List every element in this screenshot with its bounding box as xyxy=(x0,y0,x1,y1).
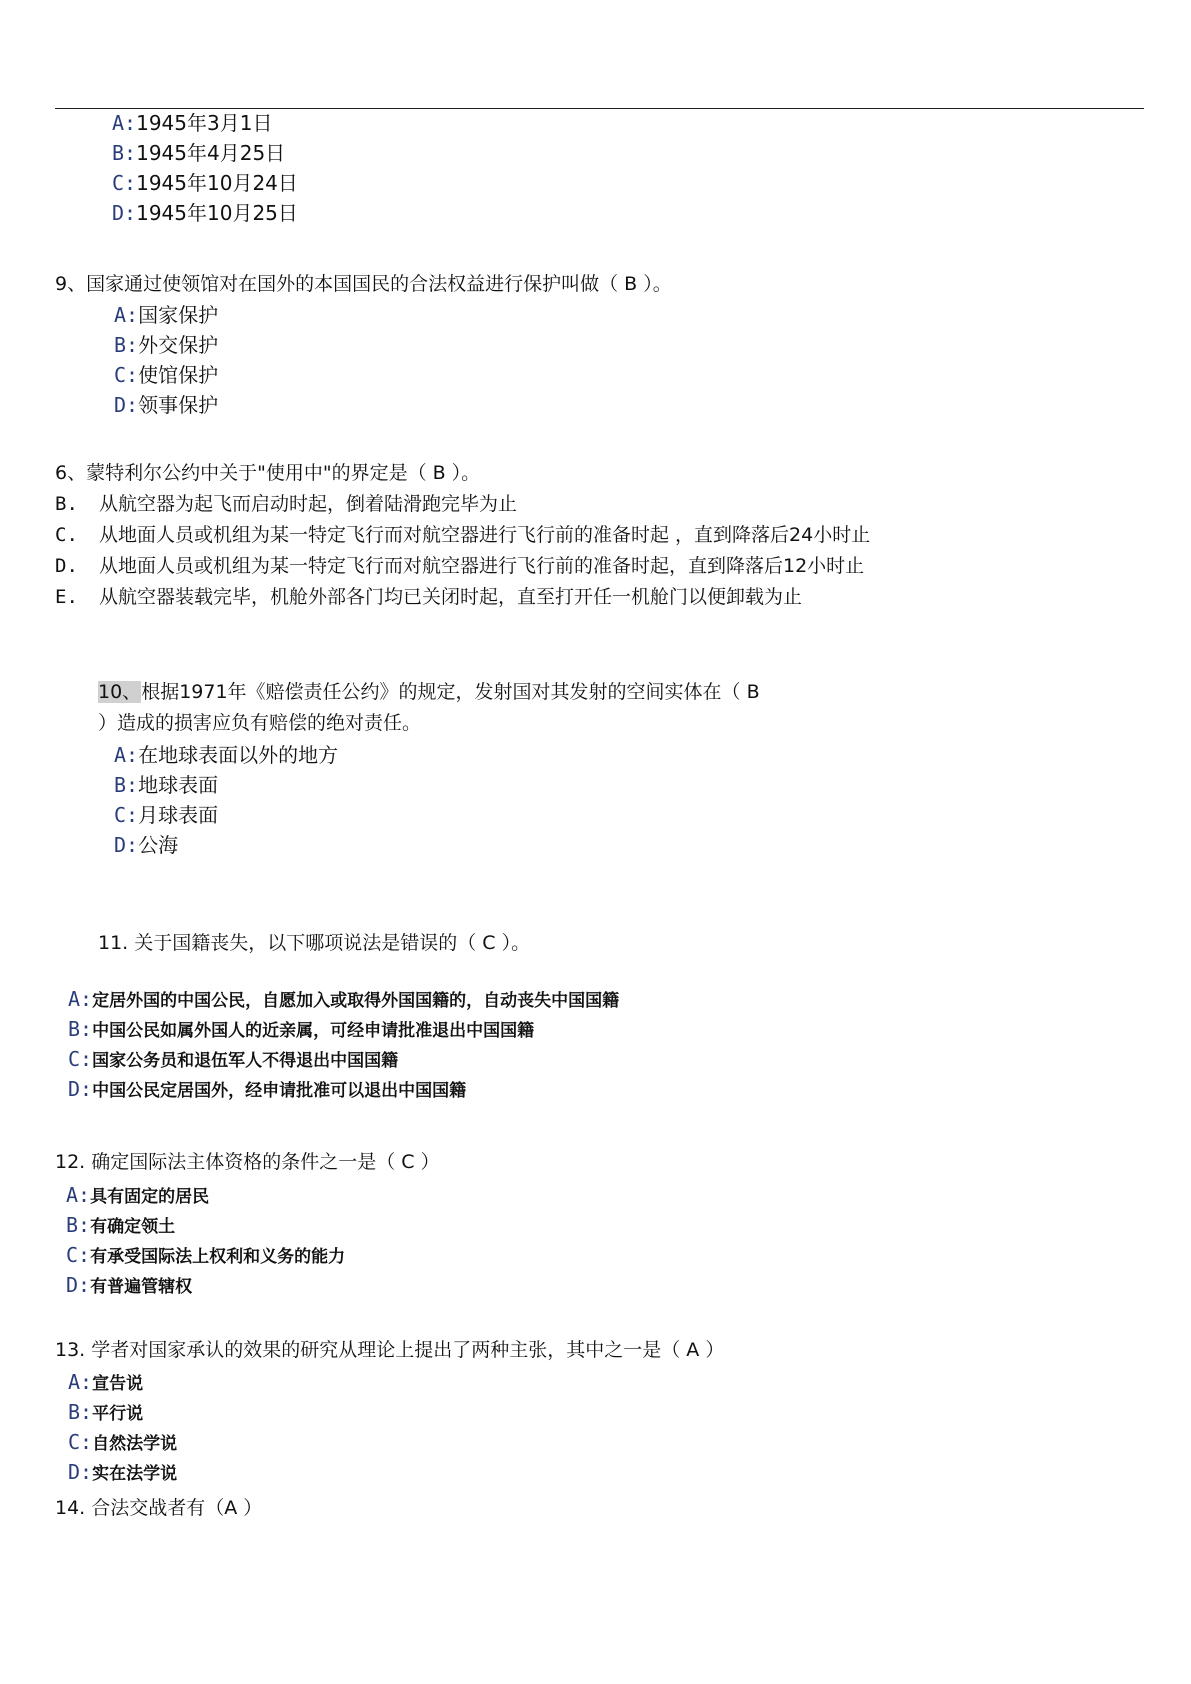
q9-stem: 9、国家通过使领馆对在国外的本国国民的合法权益进行保护叫做（ B ）。 xyxy=(55,273,672,295)
q11-option-b: B:中国公民如属外国人的近亲属，可经申请批准退出中国国籍 xyxy=(68,1017,535,1041)
q10-stem-line2: ）造成的损害应负有赔偿的绝对责任。 xyxy=(98,712,422,734)
q6-option-c: C. 从地面人员或机组为某一特定飞行而对航空器进行飞行前的准备时起 ，直到降落后24小时止 xyxy=(55,524,871,546)
q12-option-d: D:有普遍管辖权 xyxy=(66,1273,193,1297)
q6-stem: 6、蒙特利尔公约中关于"使用中"的界定是（ B ）。 xyxy=(55,462,481,484)
q9-option-c: C:使馆保护 xyxy=(114,363,219,387)
q11-option-a: A:定居外国的中国公民，自愿加入或取得外国国籍的，自动丧失中国国籍 xyxy=(68,987,620,1011)
q11-option-d: D:中国公民定居国外，经申请批准可以退出中国国籍 xyxy=(68,1077,467,1101)
q6-option-d: D. 从地面人员或机组为某一特定飞行而对航空器进行飞行前的准备时起，直到降落后12小时止 xyxy=(55,555,865,577)
header-rule xyxy=(55,108,1144,109)
q8-option-b: B:1945年4月25日 xyxy=(112,141,286,165)
q11-option-c: C:国家公务员和退伍军人不得退出中国国籍 xyxy=(68,1047,399,1071)
q13-option-c: C:自然法学说 xyxy=(68,1430,178,1454)
q10-option-c: C:月球表面 xyxy=(114,803,219,827)
q12-stem: 12. 确定国际法主体资格的条件之一是（ C ） xyxy=(55,1151,440,1173)
q9-option-b: B:外交保护 xyxy=(114,333,219,357)
q6-option-b: B. 从航空器为起飞而启动时起，倒着陆滑跑完毕为止 xyxy=(55,493,518,515)
q14-stem: 14. 合法交战者有（A ） xyxy=(55,1497,263,1519)
q8-option-c: C:1945年10月24日 xyxy=(112,171,298,195)
q13-stem: 13. 学者对国家承认的效果的研究从理论上提出了两种主张，其中之一是（ A ） xyxy=(55,1339,725,1361)
q9-option-a: A:国家保护 xyxy=(114,303,219,327)
q10-option-b: B:地球表面 xyxy=(114,773,219,797)
q11-stem: 11. 关于国籍丧失，以下哪项说法是错误的（ C ）。 xyxy=(98,932,531,954)
q10-number: 10、 xyxy=(98,681,142,703)
q12-option-b: B:有确定领土 xyxy=(66,1213,176,1237)
q13-option-b: B:平行说 xyxy=(68,1400,144,1424)
q6-option-e: E. 从航空器装载完毕，机舱外部各门均已关闭时起，直至打开任一机舱门以便卸载为止 xyxy=(55,586,803,608)
q13-option-a: A:宣告说 xyxy=(68,1370,144,1394)
q9-option-d: D:领事保护 xyxy=(114,393,219,417)
q8-option-a: A:1945年3月1日 xyxy=(112,111,273,135)
q10-option-d: D:公海 xyxy=(114,833,179,857)
q10-option-a: A:在地球表面以外的地方 xyxy=(114,743,339,767)
q12-option-a: A:具有固定的居民 xyxy=(66,1183,210,1207)
q12-option-c: C:有承受国际法上权利和义务的能力 xyxy=(66,1243,346,1267)
q8-option-d: D:1945年10月25日 xyxy=(112,201,298,225)
q13-option-d: D:实在法学说 xyxy=(68,1460,178,1484)
q10-stem-line1: 10、根据1971年《赔偿责任公约》的规定，发射国对其发射的空间实体在（ B xyxy=(98,681,760,703)
